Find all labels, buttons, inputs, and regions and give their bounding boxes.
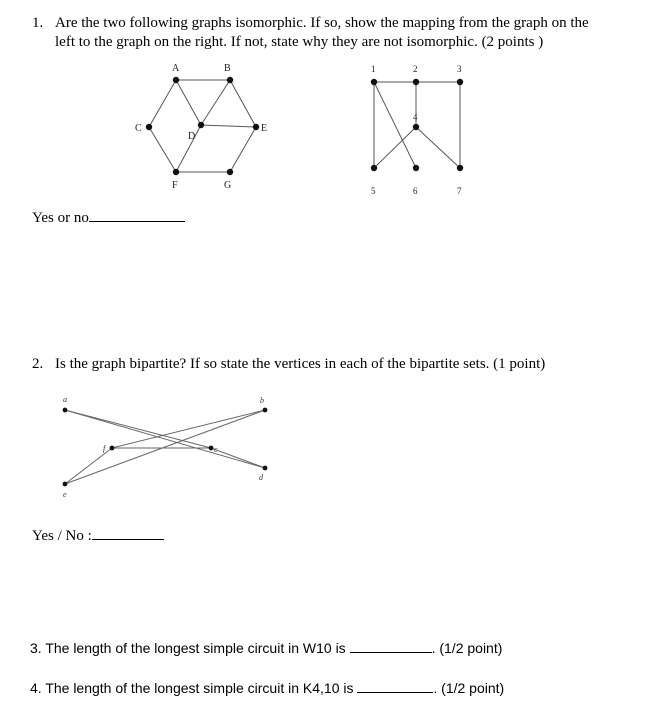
vertex-d: [263, 466, 268, 471]
label-e: E: [261, 123, 268, 134]
label-7: 7: [457, 186, 462, 196]
vertex-e: [63, 482, 68, 487]
label-b: b: [260, 396, 264, 405]
vertex-a: [173, 77, 179, 83]
vertex-b: [263, 408, 268, 413]
vertex-g: [227, 169, 233, 175]
vertex-7: [457, 165, 463, 171]
label-e: e: [63, 490, 67, 499]
question-1-answer: [32, 207, 185, 227]
label-1: 1: [371, 64, 376, 74]
vertex-a: [63, 408, 68, 413]
question-3-points: . (1/2 point): [431, 640, 503, 656]
label-d: d: [259, 473, 263, 482]
edge-4-7: [416, 127, 460, 168]
label-f: f: [103, 444, 106, 453]
vertex-3: [457, 79, 463, 85]
vertex-f: [173, 169, 179, 175]
vertex-e: [253, 124, 259, 130]
edge-1-6: [374, 82, 416, 168]
label-6: 6: [413, 186, 418, 196]
edge-e-g: [230, 127, 256, 172]
label-2: 2: [413, 64, 418, 74]
vertex-c: [146, 124, 152, 130]
vertex-6: [413, 165, 419, 171]
label-d: D: [188, 131, 196, 142]
question-4-points: . (1/2 point): [433, 680, 505, 696]
edge-a-d: [176, 80, 201, 125]
edge-f-c: [149, 127, 176, 172]
vertex-b: [227, 77, 233, 83]
question-2-number: 2.: [32, 356, 44, 372]
question-2-body: Is the graph bipartite? If so state the vertices in each of the bipartite sets. (1 point): [55, 356, 546, 372]
edge-c-a: [149, 80, 176, 127]
question-1-line-1: Are the two following graphs isomorphic. If so, show the mapping from the graph on the: [55, 15, 589, 31]
vertex-d: [198, 122, 204, 128]
question-4: [30, 680, 504, 696]
question-1-answer-prompt: Yes or no: [32, 210, 89, 226]
question-1-answer-blank[interactable]: [89, 207, 185, 222]
question-1-text: [32, 14, 632, 52]
question-1-line-2: left to the graph on the right. If not, state why they are not isomorphic. (2 points ): [55, 34, 544, 50]
vertex-c: [209, 446, 214, 451]
question-2-answer-blank[interactable]: [92, 525, 164, 540]
question-3-text: 3. The length of the longest simple circuit in W10 is: [30, 640, 346, 656]
vertex-2: [413, 79, 419, 85]
vertex-f: [110, 446, 115, 451]
left-graph: [120, 58, 290, 198]
edge-b-e: [230, 80, 256, 127]
vertex-1: [371, 79, 377, 85]
label-a: A: [172, 63, 180, 74]
edge-a-d: [65, 410, 265, 468]
label-3: 3: [457, 64, 462, 74]
question-2-answer-prompt: Yes / No :: [32, 528, 92, 544]
edge-d-e: [201, 125, 256, 127]
label-a: a: [63, 395, 67, 404]
question-4-text: 4. The length of the longest simple circuit in K4,10 is: [30, 680, 354, 696]
bipartite-graph: [55, 393, 285, 508]
question-3-blank[interactable]: [350, 640, 432, 653]
label-g: G: [224, 180, 232, 191]
edge-c-d: [211, 448, 265, 468]
label-4: 4: [413, 112, 418, 122]
question-3: [30, 640, 502, 656]
label-c: c: [214, 445, 218, 454]
vertex-4: [413, 124, 419, 130]
right-graph: [355, 58, 485, 203]
edge-e-f: [65, 448, 112, 484]
question-4-blank[interactable]: [357, 680, 433, 693]
label-5: 5: [371, 186, 376, 196]
vertex-5: [371, 165, 377, 171]
question-2-answer: [32, 525, 164, 545]
label-b: B: [224, 63, 231, 74]
question-1-number: 1.: [32, 15, 44, 31]
edge-b-d: [201, 80, 230, 125]
edge-4-5: [374, 127, 416, 168]
label-c: C: [135, 123, 142, 134]
edge-e-b: [65, 410, 265, 484]
label-f: F: [172, 180, 178, 191]
question-2-text: [32, 355, 545, 374]
